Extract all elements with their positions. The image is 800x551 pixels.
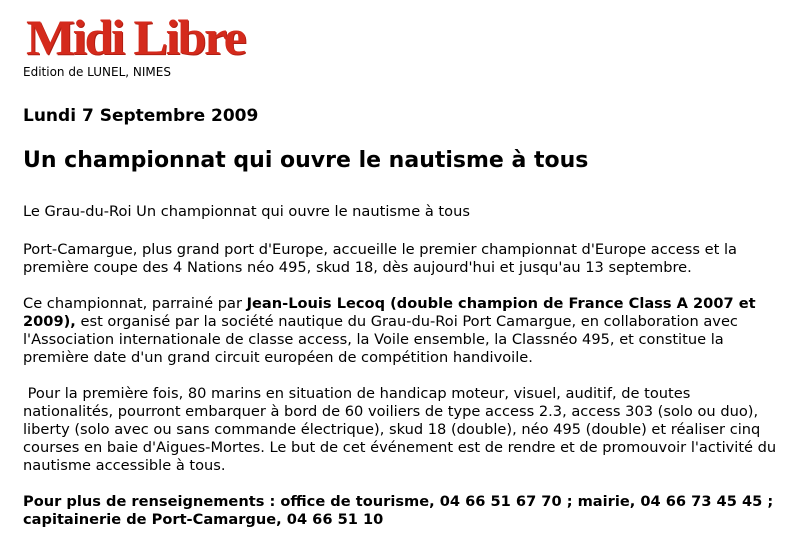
sponsor-name: Jean-Louis Lecoq (double champion de France Class A 2007 et 2009), [23,295,756,330]
article-body [23,203,783,547]
contact-info: Pour plus de renseignements : office de tourisme, 04 66 51 67 70 ; mairie, 04 66 73 45 45 ; capitainerie de Port-Camargue, 04 66 51 10 [23,493,774,528]
article-headline: Un championnat qui ouvre le nautisme à tous [23,148,589,173]
paragraph-text: Ce championnat, parrainé par [23,295,247,312]
edition-line: Edition de LUNEL, NIMES [23,65,171,79]
article-kicker: Le Grau-du-Roi Un championnat qui ouvre le nautisme à tous [23,203,470,220]
newspaper-logo: Midi Libre [26,11,245,66]
article-paragraph: Port-Camargue, plus grand port d'Europe, accueille le premier championnat d'Europe access et la première coupe des 4 Nations néo 495, skud 18, dès aujourd'hui et jusqu'au 13 septembre. [23,241,737,276]
article-date: Lundi 7 Septembre 2009 [23,106,259,126]
article-paragraph [23,295,783,367]
article-paragraph: Pour la première fois, 80 marins en situation de handicap moteur, visuel, auditif, de toutes nationalités, pourront embarquer à bord de 60 voiliers de type access 2.3, access 303 (solo ou duo), liberty (solo avec ou sans commande électrique), skud 18 (double), néo 495 (double) et réaliser cinq courses en baie d'Aigues-Mortes. Le but de cet événement est de rendre et de promouvoir l'activité du nautisme accessible à tous. [23,385,781,474]
paragraph-text: est organisé par la société nautique du Grau-du-Roi Port Camargue, en collaboration avec l'Association internationale de classe access, la Voile ensemble, la Classnéo 495, et constitue la première date d'un grand circuit européen de compétition handivoile. [23,313,738,366]
masthead [26,11,245,66]
